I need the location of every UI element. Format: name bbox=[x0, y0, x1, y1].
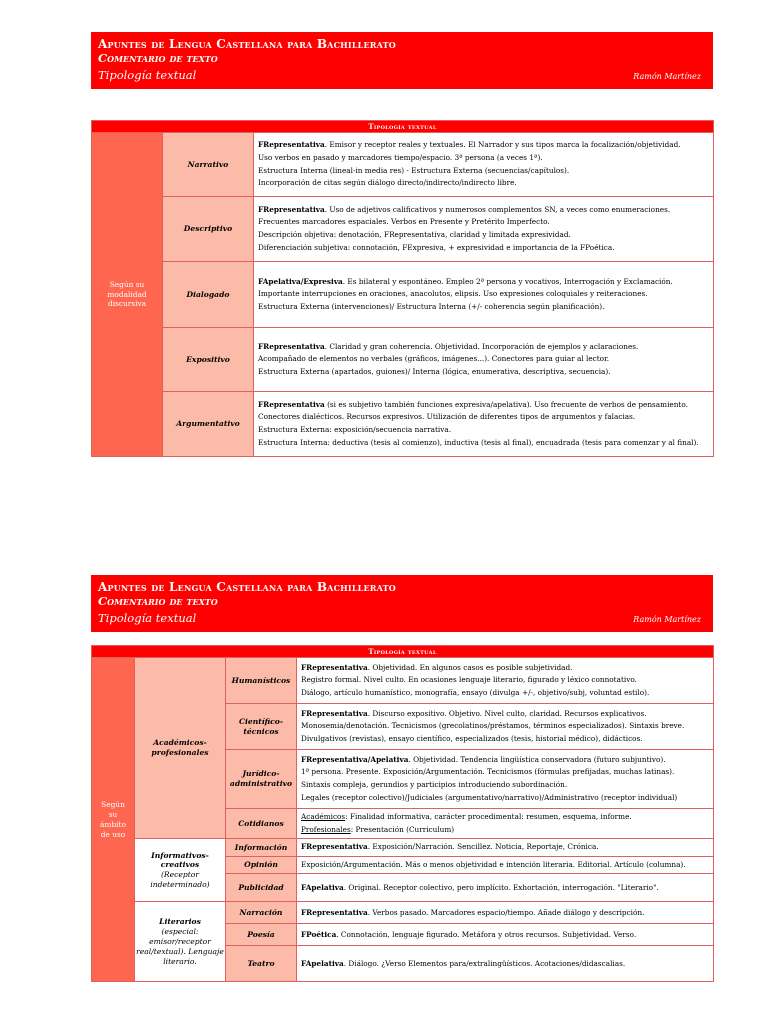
description-line bbox=[258, 341, 709, 354]
desc-cell-cientifico bbox=[297, 704, 714, 750]
description-line bbox=[258, 276, 709, 289]
description-line bbox=[258, 411, 709, 424]
description-line bbox=[258, 353, 709, 366]
page2-table bbox=[91, 645, 714, 982]
description-line bbox=[301, 859, 709, 872]
function-label: FRepresentativa bbox=[258, 399, 325, 409]
function-label: FRepresentativa/Apelativa bbox=[301, 754, 409, 764]
line-text: Uso verbos en pasado y marcadores tiempo/espacio. 3ª persona (a veces 1ª). bbox=[258, 152, 543, 162]
document-title: Apuntes de Lengua Castellana para Bachillerato bbox=[98, 580, 396, 594]
type-cell-teatro: Teatro bbox=[226, 946, 297, 982]
line-text: . Objetividad. Tendencia lingüística conservadora (futuro subjuntivo). bbox=[408, 754, 666, 764]
group-label-informativos: Informativos-creativos bbox=[151, 850, 209, 870]
description-line bbox=[301, 779, 709, 792]
type-cell-cientifico: Científico-técnicos bbox=[226, 704, 297, 750]
function-label: FApelativa bbox=[301, 958, 344, 968]
line-text: Sintaxis compleja, gerundios y participios introduciendo subordinación. bbox=[301, 780, 568, 789]
line-text: Estructura Interna (lineal-in media res) - Estructura Externa (secuencias/capítulos). bbox=[258, 165, 570, 175]
desc-cell-informacion bbox=[297, 839, 714, 857]
description-line bbox=[258, 437, 709, 450]
line-text: Estructura Interna: deductiva (tesis al comienzo), inductiva (tesis al final), encuadrada (tesis para comenzar y al final). bbox=[258, 437, 699, 447]
line-text: Importante interrupciones en oraciones, anacolutos, elipsis. Uso expresiones coloquiales y reiteraciones. bbox=[258, 289, 648, 299]
group-cell-academicos bbox=[135, 658, 226, 839]
line-text: (si es subjetivo también funciones expresiva/apelativa). Uso frecuente de verbos de pensamiento. bbox=[324, 399, 688, 409]
description-line bbox=[258, 229, 709, 242]
line-text: Acompañado de elementos no verbales (gráficos, imágenes...). Conectores para guiar al lector. bbox=[258, 354, 610, 364]
description-line bbox=[301, 841, 709, 854]
line-text: . Uso de adjetivos calificativos y numerosos complementos SN, a veces como enumeraciones. bbox=[324, 204, 671, 214]
line-text: . Emisor y receptor reales y textuales. El Narrador y sus tipos marca la focalización/objetividad. bbox=[324, 140, 681, 150]
line-text: Estructura Externa: exposición/secuencia narrativa. bbox=[258, 425, 452, 434]
type-cell-argumentativo: Argumentativo bbox=[163, 392, 254, 457]
desc-cell-narracion bbox=[297, 902, 714, 924]
description-line bbox=[301, 662, 709, 675]
function-label: FApelativa/Expresiva bbox=[258, 276, 343, 286]
line-text: Diferenciación subjetiva: connotación, FExpresiva, + expresividad e importancia de la FPoética. bbox=[258, 242, 615, 252]
function-label: FApelativa bbox=[301, 882, 344, 892]
underlined-label: Académicos bbox=[301, 812, 346, 821]
desc-cell-humanisticos bbox=[297, 658, 714, 704]
document-title: Apuntes de Lengua Castellana para Bachillerato bbox=[98, 37, 396, 51]
function-label: FRepresentativa bbox=[258, 140, 325, 150]
description-line bbox=[258, 177, 709, 190]
group-label-literarios: Literarios bbox=[159, 917, 201, 927]
type-cell-opinion: Opinión bbox=[226, 856, 297, 874]
function-label: FRepresentativa bbox=[301, 708, 368, 718]
desc-cell-expositivo bbox=[254, 328, 714, 392]
document-author: Ramón Martínez bbox=[633, 615, 701, 624]
group-note-literarios: (especial: emisor/receptor real/textual). Lenguaje literario. bbox=[136, 927, 224, 966]
line-text: . Objetividad. En algunos casos es posible subjetividad. bbox=[367, 662, 573, 672]
function-label: FRepresentativa bbox=[301, 907, 368, 917]
description-line bbox=[301, 958, 709, 971]
table-title: Tipología textual bbox=[92, 121, 714, 133]
description-line bbox=[301, 766, 709, 779]
type-cell-expositivo: Expositivo bbox=[163, 328, 254, 392]
line-text: Descripción objetiva: denotación, FRepresentativa, claridad y limitada expresividad. bbox=[258, 230, 571, 239]
line-text: . Original. Receptor colectivo, pero implícito. Exhortación, interrogación. "Literario". bbox=[343, 882, 659, 892]
function-label: FRepresentativa bbox=[258, 204, 325, 214]
description-line bbox=[258, 152, 709, 165]
group-label-academicos: Académicos-profesionales bbox=[151, 738, 209, 758]
type-cell-informacion: Información bbox=[226, 839, 297, 857]
page1-table bbox=[91, 120, 714, 457]
desc-cell-juridico bbox=[297, 750, 714, 809]
function-label: FPoética bbox=[301, 929, 337, 939]
description-line bbox=[301, 882, 709, 895]
desc-cell-dialogado bbox=[254, 262, 714, 328]
type-cell-poesia: Poesía bbox=[226, 924, 297, 946]
line-text: : Presentación (Curriculum) bbox=[350, 824, 455, 834]
desc-cell-argumentativo bbox=[254, 392, 714, 457]
line-text: Estructura Externa (apartados, guiones)/ Interna (lógica, enumerativa, descriptiva, secuencia). bbox=[258, 366, 611, 376]
type-cell-humanisticos: Humanísticos bbox=[226, 658, 297, 704]
type-cell-dialogado: Dialogado bbox=[163, 262, 254, 328]
document-topic: Tipología textual bbox=[98, 68, 197, 82]
desc-cell-opinion bbox=[297, 856, 714, 874]
line-text: Divulgativos (revistas), ensayo científico, especializados (tesis, historial médico), didácticos. bbox=[301, 733, 643, 743]
line-text: . Diálogo. ¿Verso Elementos para/extralingüísticos. Acotaciones/didascalias. bbox=[343, 958, 626, 968]
underlined-label: Profesionales bbox=[301, 824, 351, 834]
description-line bbox=[258, 165, 709, 178]
description-line bbox=[301, 720, 709, 733]
document-author: Ramón Martínez bbox=[633, 72, 701, 81]
line-text: : Finalidad informativa, carácter procedimental: resumen, esquema, informe. bbox=[345, 812, 632, 821]
document-topic: Tipología textual bbox=[98, 611, 197, 625]
line-text: Conectores dialécticos. Recursos expresivos. Utilización de diferentes tipos de argumentos y falacias. bbox=[258, 412, 636, 422]
description-line bbox=[258, 399, 709, 412]
line-text: . Verbos pasado. Marcadores espacio/tiempo. Añade diálogo y descripción. bbox=[367, 907, 645, 917]
function-label: FRepresentativa bbox=[258, 341, 325, 351]
desc-cell-poesia bbox=[297, 924, 714, 946]
description-line bbox=[258, 301, 709, 314]
type-cell-narrativo: Narrativo bbox=[163, 133, 254, 197]
desc-cell-descriptivo bbox=[254, 197, 714, 262]
desc-cell-narrativo bbox=[254, 133, 714, 197]
line-text: . Exposición/Narración. Sencillez. Noticia, Reportaje, Crónica. bbox=[367, 842, 599, 852]
description-line bbox=[258, 204, 709, 217]
line-text: 1ª persona. Presente. Exposición/Argumentación. Tecnicismos (fórmulas prefijadas, muchas latinas). bbox=[301, 767, 675, 777]
type-cell-cotidianos: Cotidianos bbox=[226, 809, 297, 839]
document-subtitle: Comentario de texto bbox=[98, 594, 218, 608]
description-line bbox=[301, 792, 709, 805]
type-cell-juridico: Jurídico-administrativo bbox=[226, 750, 297, 809]
line-text: . Connotación, lenguaje figurado. Metáfora y otros recursos. Subjetividad. Verso. bbox=[336, 929, 637, 939]
description-line bbox=[301, 687, 709, 700]
description-line bbox=[258, 139, 709, 152]
description-line bbox=[258, 242, 709, 255]
line-text: Exposición/Argumentación. Más o menos objetividad e intención literaria. Editorial. Artículo (columna). bbox=[301, 859, 686, 869]
description-line bbox=[301, 929, 709, 942]
line-text: Frecuentes marcadores espaciales. Verbos en Presente y Pretérito Imperfecto. bbox=[258, 217, 550, 227]
table-title: Tipología textual bbox=[92, 646, 714, 658]
line-text: Legales (receptor colectivo)/Judiciales (argumentativo/narrativo)/Administrativo (receptor individual) bbox=[301, 792, 678, 802]
type-cell-descriptivo: Descriptivo bbox=[163, 197, 254, 262]
category-label: Según su ámbito de uso bbox=[100, 799, 126, 839]
desc-cell-publicidad bbox=[297, 874, 714, 902]
line-text: . Discurso expositivo. Objetivo. Nivel culto, claridad. Recursos explicativos. bbox=[367, 708, 647, 718]
description-line bbox=[258, 216, 709, 229]
line-text: Diálogo, artículo humanístico, monografía, ensayo (divulga +/-, objetivo/subj, voluntad estilo). bbox=[301, 687, 650, 697]
page2-header bbox=[91, 575, 713, 632]
group-note-informativos: (Receptor indeterminado) bbox=[150, 870, 210, 890]
category-cell bbox=[92, 658, 135, 982]
description-line bbox=[301, 811, 709, 824]
category-label: Según su modalidad discursiva bbox=[107, 279, 147, 309]
description-line bbox=[301, 733, 709, 746]
line-text: Monosemia/denotación. Tecnicismos (grecolatinos/préstamos, términos especializados). Sintaxis breve. bbox=[301, 721, 685, 731]
type-cell-narracion: Narración bbox=[226, 902, 297, 924]
description-line bbox=[258, 366, 709, 379]
desc-cell-teatro bbox=[297, 946, 714, 982]
document-subtitle: Comentario de texto bbox=[98, 51, 218, 65]
description-line bbox=[301, 754, 709, 767]
description-line bbox=[258, 288, 709, 301]
description-line bbox=[301, 824, 709, 837]
line-text: . Claridad y gran coherencia. Objetividad. Incorporación de ejemplos y aclaraciones. bbox=[324, 341, 639, 351]
description-line bbox=[258, 424, 709, 437]
page1-header bbox=[91, 32, 713, 89]
function-label: FRepresentativa bbox=[301, 662, 368, 672]
description-line bbox=[301, 708, 709, 721]
function-label: FRepresentativa bbox=[301, 842, 368, 852]
category-cell bbox=[92, 133, 163, 457]
desc-cell-cotidianos bbox=[297, 809, 714, 839]
line-text: . Es bilateral y espontáneo. Empleo 2ª persona y vocativos, Interrogación y Exclamación. bbox=[342, 276, 673, 286]
description-line bbox=[301, 907, 709, 920]
line-text: Registro formal. Nivel culto. En ocasiones lenguaje literario, figurado y léxico connotativo. bbox=[301, 675, 637, 685]
type-cell-publicidad: Publicidad bbox=[226, 874, 297, 902]
group-cell-informativos bbox=[135, 839, 226, 902]
line-text: Incorporación de citas según diálogo directo/indirecto/indirecto libre. bbox=[258, 178, 517, 188]
line-text: Estructura Externa (intervenciones)/ Estructura Interna (+/- coherencia según planificación). bbox=[258, 301, 605, 311]
description-line bbox=[301, 674, 709, 687]
group-cell-literarios bbox=[135, 902, 226, 982]
